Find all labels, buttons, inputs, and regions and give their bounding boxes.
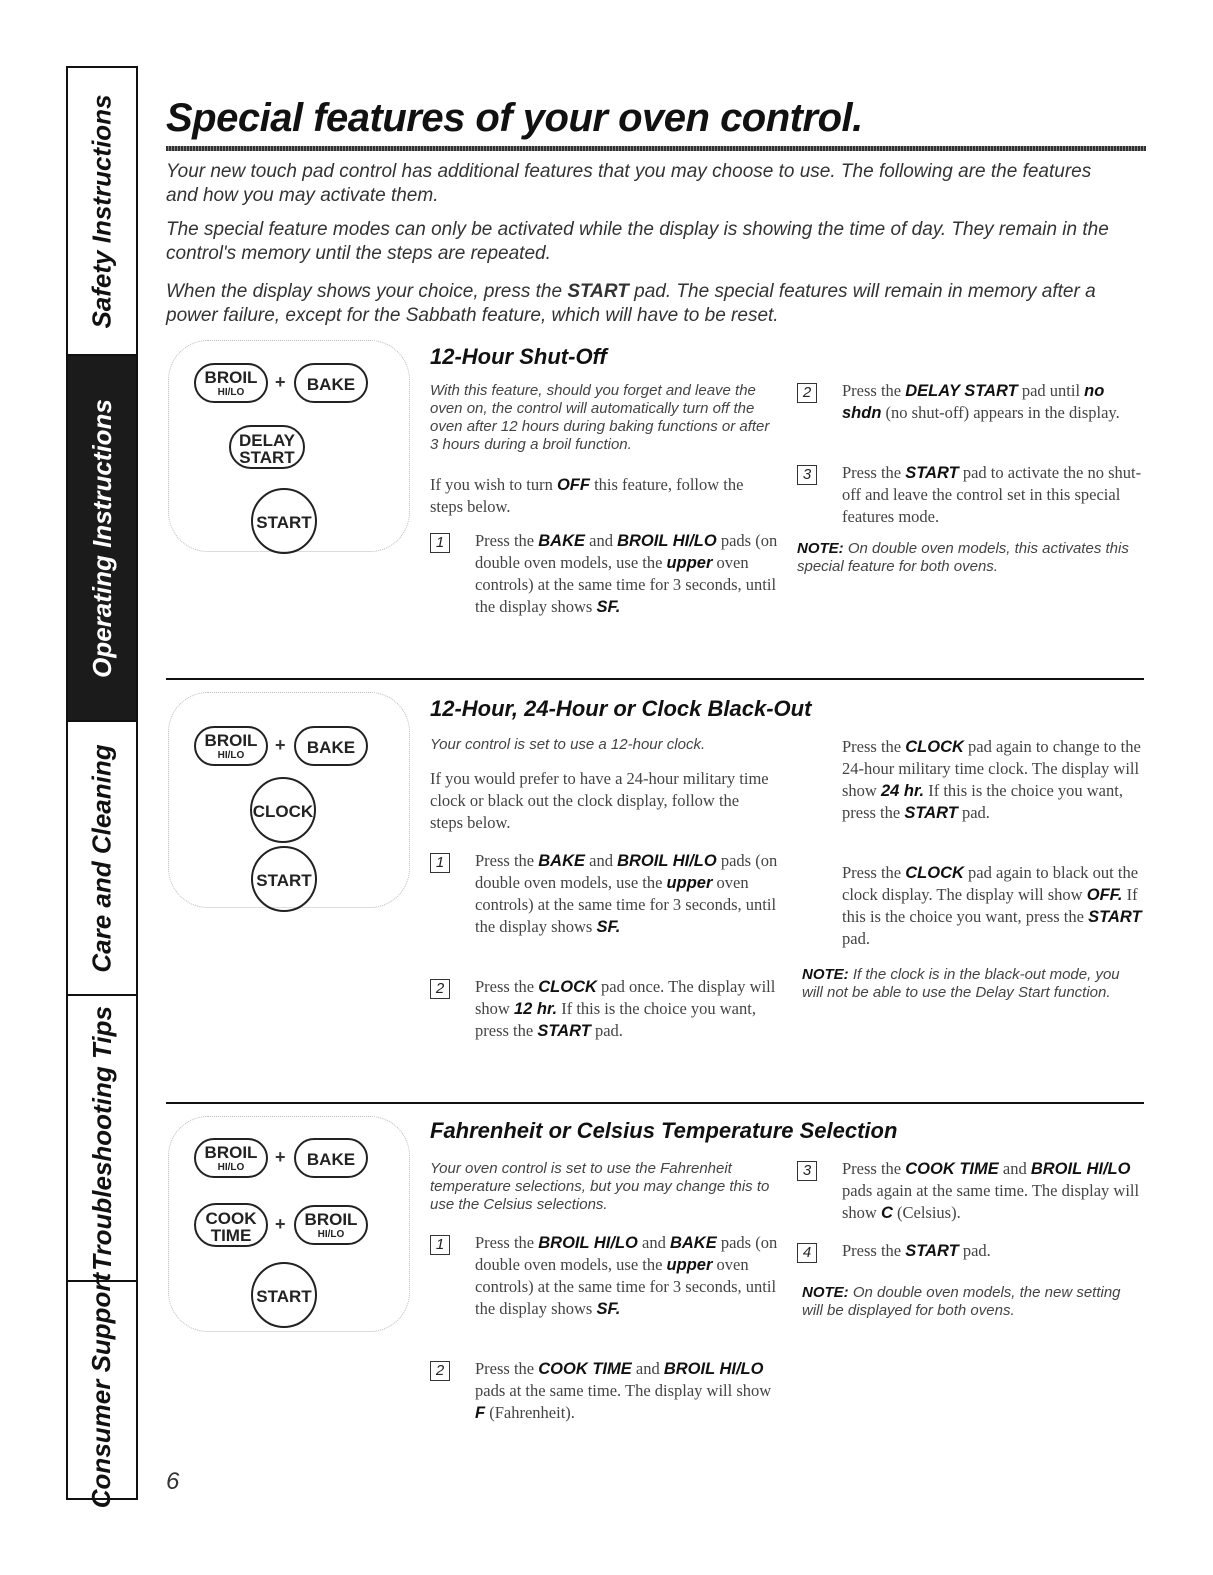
step-number-3: 3 bbox=[797, 1161, 817, 1181]
tab-operating-instructions[interactable] bbox=[68, 356, 136, 722]
bake-key: BAKE bbox=[294, 1138, 368, 1178]
section-title-shutoff: 12-Hour Shut-Off bbox=[430, 344, 607, 369]
bake-key: BAKE bbox=[294, 726, 368, 766]
page-title: Special features of your oven control. bbox=[166, 96, 863, 140]
broil-hilo-key: BROIL HI/LO bbox=[194, 726, 268, 766]
shutoff-note: NOTE: On double oven models, this activates this special feature for both ovens. bbox=[797, 540, 1129, 575]
title-rule bbox=[166, 146, 1146, 151]
tab-care-and-cleaning[interactable] bbox=[68, 722, 136, 996]
tab-troubleshooting-tips[interactable] bbox=[68, 996, 136, 1282]
broil-hilo-key: BROIL HI/LO bbox=[194, 1138, 268, 1178]
page-number: 6 bbox=[166, 1468, 180, 1495]
step-number-2: 2 bbox=[430, 979, 450, 999]
clock-key: CLOCK bbox=[250, 777, 316, 843]
clock-description: Your control is set to use a 12-hour clock. bbox=[430, 736, 706, 753]
temperature-step-4: 4 Press the START pad. bbox=[797, 1240, 1142, 1262]
shutoff-intro: If you wish to turn OFF this feature, follow the steps below. bbox=[430, 475, 744, 516]
step-number-1: 1 bbox=[430, 533, 450, 553]
step-number-3: 3 bbox=[797, 465, 817, 485]
tab-label: Consumer Support bbox=[86, 1272, 117, 1508]
plus-sign: + bbox=[275, 372, 286, 392]
shutoff-description: With this feature, should you forget and leave the oven on, the control will automatically turn off the oven after 12 hours during baking functions or after 3 hours during a broil function. bbox=[430, 382, 770, 453]
intro-paragraph-2: The special feature modes can only be activated while the display is showing the time of day. They remain in the control's memory until the steps are repeated. bbox=[166, 219, 1109, 264]
step-number-2: 2 bbox=[797, 383, 817, 403]
plus-sign: + bbox=[275, 735, 286, 755]
shutoff-step-1: 1 Press the BAKE and BROIL HI/LO pads (on double oven models, use the upper oven controls) at the same time for 3 seconds, until the display shows SF. bbox=[430, 530, 780, 618]
clock-note: NOTE: If the clock is in the black-out mode, you will not be able to use the Delay Start function. bbox=[802, 966, 1120, 1001]
bake-key: BAKE bbox=[294, 363, 368, 403]
start-key: START bbox=[251, 488, 317, 554]
side-tab-strip bbox=[66, 66, 138, 1508]
clock-24hr-paragraph: Press the CLOCK pad again to change to the 24-hour military time clock. The display will show 24 hr. If this is the choice you want, press the START pad. bbox=[842, 737, 1141, 822]
plus-sign: + bbox=[275, 1147, 286, 1167]
section-divider bbox=[166, 1102, 1144, 1104]
start-key: START bbox=[251, 846, 317, 912]
tab-label: Safety Instructions bbox=[86, 93, 117, 329]
section-divider bbox=[166, 678, 1144, 680]
broil-hilo-key: BROIL HI/LO bbox=[194, 363, 268, 403]
shutoff-step-2: 2 Press the DELAY START pad until no shdn (no shut-off) appears in the display. bbox=[797, 380, 1142, 424]
tab-safety-instructions[interactable] bbox=[68, 68, 136, 356]
plus-sign: + bbox=[275, 1214, 286, 1234]
step-number-1: 1 bbox=[430, 853, 450, 873]
section-title-clock: 12-Hour, 24-Hour or Clock Black-Out bbox=[430, 696, 812, 721]
clock-blackout-paragraph: Press the CLOCK pad again to black out the clock display. The display will show OFF. If this is the choice you want, press the START pad. bbox=[842, 863, 1142, 948]
temperature-description: Your oven control is set to use the Fahrenheit temperature selections, but you may change this to use the Celsius selections. bbox=[430, 1160, 770, 1213]
tab-label: Troubleshooting Tips bbox=[86, 1005, 117, 1271]
intro-paragraph-3: When the display shows your choice, press the START pad. The special features will remain in memory after a power failure, except for the Sabbath feature, which will have to be reset. bbox=[166, 281, 1096, 326]
clock-intro: If you would prefer to have a 24-hour military time clock or black out the clock display, follow the steps below. bbox=[430, 769, 769, 832]
temperature-step-1: 1 Press the BROIL HI/LO and BAKE pads (on double oven models, use the upper oven controls) at the same time for 3 seconds, until the display shows SF. bbox=[430, 1232, 780, 1320]
delay-start-key: DELAY START bbox=[229, 425, 305, 469]
tab-consumer-support[interactable] bbox=[68, 1272, 136, 1508]
shutoff-step-3: 3 Press the START pad to activate the no shut-off and leave the control set in this special features mode. bbox=[797, 462, 1142, 528]
clock-step-2: 2 Press the CLOCK pad once. The display will show 12 hr. If this is the choice you want, press the START pad. bbox=[430, 976, 780, 1042]
clock-step-1: 1 Press the BAKE and BROIL HI/LO pads (on double oven models, use the upper oven controls) at the same time for 3 seconds, until the display shows SF. bbox=[430, 850, 780, 938]
cook-time-key: COOK TIME bbox=[194, 1203, 268, 1247]
step-number-2: 2 bbox=[430, 1361, 450, 1381]
tab-label: Operating Instructions bbox=[86, 398, 117, 678]
step-number-4: 4 bbox=[797, 1243, 817, 1263]
intro-paragraph-1: Your new touch pad control has additional features that you may choose to use. The following are the features and how you may activate them. bbox=[166, 161, 1092, 206]
broil-hilo-key: BROIL HI/LO bbox=[294, 1205, 368, 1245]
step-number-1: 1 bbox=[430, 1235, 450, 1255]
tab-label: Care and Cleaning bbox=[86, 743, 117, 973]
start-key: START bbox=[251, 1262, 317, 1328]
section-title-temperature: Fahrenheit or Celsius Temperature Selection bbox=[430, 1118, 898, 1143]
temperature-step-2: 2 Press the COOK TIME and BROIL HI/LO pads at the same time. The display will show F (Fahrenheit). bbox=[430, 1358, 780, 1424]
temperature-note: NOTE: On double oven models, the new setting will be displayed for both ovens. bbox=[802, 1284, 1121, 1319]
temperature-step-3: 3 Press the COOK TIME and BROIL HI/LO pads again at the same time. The display will show C (Celsius). bbox=[797, 1158, 1142, 1224]
